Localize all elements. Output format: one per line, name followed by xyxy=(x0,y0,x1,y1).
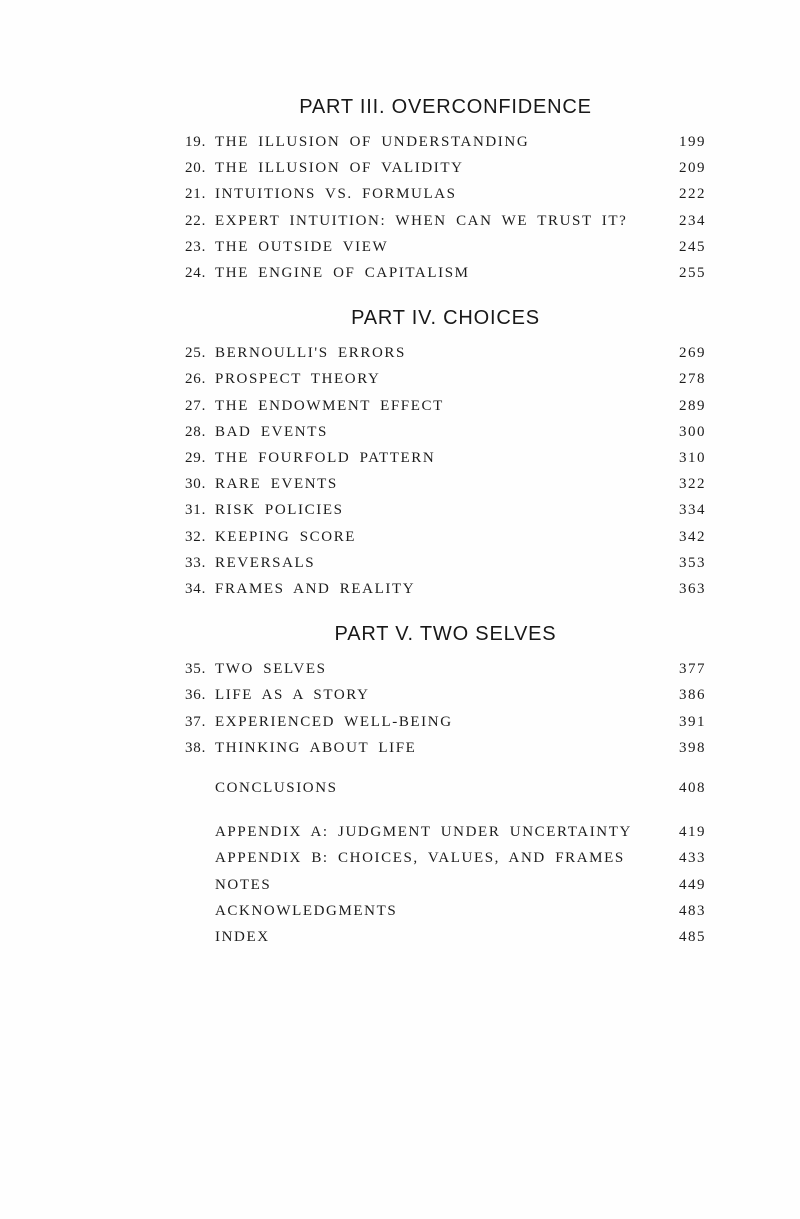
page-number: 300 xyxy=(679,423,706,440)
page-number: 398 xyxy=(679,739,706,756)
chapter-number: 22. xyxy=(185,212,207,229)
toc-section xyxy=(185,95,706,286)
chapter-title: CONCLUSIONS xyxy=(215,780,338,797)
page-number: 222 xyxy=(679,186,706,203)
toc-entry xyxy=(185,898,706,924)
chapter-title: REVERSALS xyxy=(215,554,316,571)
page-number: 255 xyxy=(679,265,706,282)
chapter-title: THE ENDOWMENT EFFECT xyxy=(215,397,444,414)
page-number: 386 xyxy=(679,687,706,704)
chapter-number: 25. xyxy=(185,345,207,362)
page-number: 363 xyxy=(679,581,706,598)
chapter-title: EXPERIENCED WELL-BEING xyxy=(215,713,453,730)
chapter-title: INTUITIONS VS. FORMULAS xyxy=(215,186,457,203)
toc-entry xyxy=(185,656,706,682)
toc-entry xyxy=(185,234,706,260)
back-matter-group xyxy=(185,819,706,950)
chapter-title: INDEX xyxy=(215,929,270,946)
chapter-title: BAD EVENTS xyxy=(215,423,328,440)
chapter-number: 36. xyxy=(185,687,207,704)
page-number: 433 xyxy=(679,850,706,867)
toc-entry xyxy=(185,393,706,419)
chapter-title: RARE EVENTS xyxy=(215,476,338,493)
chapter-title: KEEPING SCORE xyxy=(215,528,357,545)
toc-entry xyxy=(185,924,706,950)
toc-entry xyxy=(185,872,706,898)
page-number: 483 xyxy=(679,902,706,919)
back-matter-group xyxy=(185,775,706,801)
page-number: 269 xyxy=(679,345,706,362)
chapter-title: BERNOULLI'S ERRORS xyxy=(215,345,406,362)
chapter-number: 32. xyxy=(185,528,207,545)
chapter-number: 29. xyxy=(185,450,207,467)
page-number: 391 xyxy=(679,713,706,730)
toc-entry xyxy=(185,735,706,761)
toc-entry xyxy=(185,819,706,845)
page-number: 449 xyxy=(679,876,706,893)
chapter-title: THINKING ABOUT LIFE xyxy=(215,739,417,756)
page-number: 342 xyxy=(679,528,706,545)
page-number: 289 xyxy=(679,397,706,414)
chapter-title: EXPERT INTUITION: WHEN CAN WE TRUST IT? xyxy=(215,212,628,229)
part-heading: PART IV. CHOICES xyxy=(351,307,540,330)
toc-entry xyxy=(185,497,706,523)
chapter-number: 34. xyxy=(185,581,207,598)
chapter-list xyxy=(185,656,706,761)
toc-entry xyxy=(185,155,706,181)
page-number: 209 xyxy=(679,160,706,177)
page-number: 310 xyxy=(679,450,706,467)
part-heading: PART V. TWO SELVES xyxy=(334,623,557,646)
chapter-number: 28. xyxy=(185,423,207,440)
chapter-title: THE ILLUSION OF VALIDITY xyxy=(215,160,464,177)
chapter-title: APPENDIX B: CHOICES, VALUES, AND FRAMES xyxy=(215,850,625,867)
chapter-number: 37. xyxy=(185,713,207,730)
chapter-number: 23. xyxy=(185,238,207,255)
toc-entry xyxy=(185,366,706,392)
toc-entry xyxy=(185,181,706,207)
chapter-title: RISK POLICIES xyxy=(215,502,344,519)
chapter-number: 38. xyxy=(185,739,207,756)
chapter-number: 30. xyxy=(185,476,207,493)
chapter-number: 35. xyxy=(185,661,207,678)
toc-entry xyxy=(185,129,706,155)
page-number: 334 xyxy=(679,502,706,519)
toc-entry xyxy=(185,208,706,234)
chapter-number: 24. xyxy=(185,265,207,282)
chapter-title: TWO SELVES xyxy=(215,661,327,678)
chapter-title: THE ENGINE OF CAPITALISM xyxy=(215,265,470,282)
chapter-number: 26. xyxy=(185,371,207,388)
chapter-title: THE OUTSIDE VIEW xyxy=(215,238,389,255)
page-number: 245 xyxy=(679,238,706,255)
chapter-number: 19. xyxy=(185,134,207,150)
chapter-title: ACKNOWLEDGMENTS xyxy=(215,902,398,919)
toc-entry xyxy=(185,709,706,735)
chapter-list xyxy=(185,129,706,286)
toc-entry xyxy=(185,260,706,286)
toc-entry xyxy=(185,445,706,471)
chapter-title: APPENDIX A: JUDGMENT UNDER UNCERTAINTY xyxy=(215,824,632,841)
toc-entry xyxy=(185,775,706,801)
chapter-number: 21. xyxy=(185,186,207,203)
toc-section xyxy=(185,306,706,602)
page-number: 353 xyxy=(679,554,706,571)
toc-entry xyxy=(185,576,706,602)
page-number: 322 xyxy=(679,476,706,493)
chapter-number: 31. xyxy=(185,502,207,519)
page-number: 377 xyxy=(679,661,706,678)
chapter-title: LIFE AS A STORY xyxy=(215,687,370,704)
chapter-number: 27. xyxy=(185,397,207,414)
chapter-list xyxy=(185,340,706,602)
chapter-title: THE ILLUSION OF UNDERSTANDING xyxy=(215,134,530,150)
chapter-title: THE FOURFOLD PATTERN xyxy=(215,450,436,467)
chapter-title: PROSPECT THEORY xyxy=(215,371,381,388)
toc-section xyxy=(185,622,706,761)
toc-entry xyxy=(185,471,706,497)
chapter-number: 20. xyxy=(185,160,207,177)
table-of-contents xyxy=(185,95,706,950)
page-number: 419 xyxy=(679,824,706,841)
toc-entry xyxy=(185,550,706,576)
toc-entry xyxy=(185,845,706,871)
toc-entry xyxy=(185,524,706,550)
toc-entry xyxy=(185,682,706,708)
chapter-title: FRAMES AND REALITY xyxy=(215,581,416,598)
toc-entry xyxy=(185,419,706,445)
toc-entry xyxy=(185,340,706,366)
page-number: 485 xyxy=(679,929,706,946)
page-number: 199 xyxy=(679,134,706,150)
chapter-title: NOTES xyxy=(215,876,272,893)
page-number: 234 xyxy=(679,212,706,229)
part-heading: PART III. OVERCONFIDENCE xyxy=(299,96,592,118)
chapter-number: 33. xyxy=(185,554,207,571)
page-number: 278 xyxy=(679,371,706,388)
page-number: 408 xyxy=(679,780,706,797)
